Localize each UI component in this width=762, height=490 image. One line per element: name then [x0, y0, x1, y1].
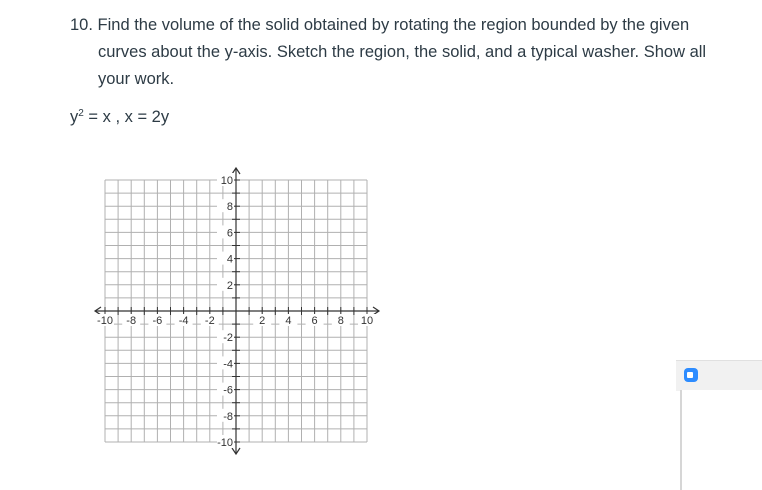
x-tick-label: -8 [126, 315, 137, 327]
question-line-3: your work. [98, 70, 175, 88]
x-tick-label: -6 [152, 315, 163, 327]
y-tick-label: 2 [226, 279, 233, 292]
equation-lhs-base: y [70, 108, 79, 126]
equation [70, 108, 169, 127]
x-tick-label: 4 [285, 315, 292, 327]
y-tick-label: 6 [226, 227, 233, 240]
y-tick-label: 4 [226, 253, 233, 266]
y-tick-label: -6 [223, 384, 233, 397]
y-tick-label: -4 [223, 358, 233, 371]
x-tick-label: -2 [204, 315, 215, 327]
y-tick-label: 10 [220, 175, 233, 187]
x-tick-label: -4 [178, 315, 189, 327]
x-tick-label: -10 [97, 315, 113, 327]
side-panel-body [680, 390, 762, 490]
x-tick-label: 6 [311, 315, 318, 327]
question-line-2: curves about the y-axis. Sketch the region, the solid, and a typical washer. Show all [98, 43, 707, 61]
equation-lhs-exponent: 2 [78, 108, 84, 119]
x-tick-label: 8 [337, 315, 344, 327]
y-tick-label: 8 [226, 201, 233, 214]
y-tick-label: -8 [223, 410, 233, 423]
coordinate-grid [85, 162, 385, 462]
equation-rest: = x , x = 2y [83, 108, 170, 126]
x-tick-label: 2 [259, 315, 266, 327]
y-tick-label: -2 [223, 332, 233, 345]
y-tick-label: -10 [217, 437, 233, 449]
question-line-1: 10. Find the volume of the solid obtained by rotating the region bounded by the given [70, 16, 690, 34]
x-tick-label: 10 [360, 315, 374, 327]
zoom-icon[interactable] [684, 368, 698, 382]
